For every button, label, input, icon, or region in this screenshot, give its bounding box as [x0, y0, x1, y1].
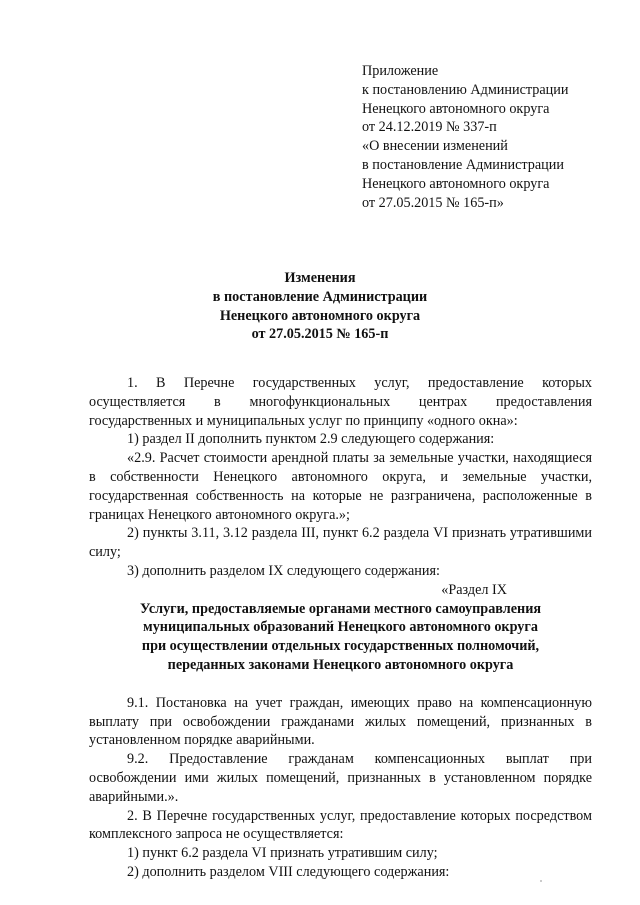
document-title — [0, 269, 640, 344]
section-title-line: переданных законами Ненецкого автономного округа — [167, 656, 514, 673]
appendix-line: от 27.05.2015 № 165-п» — [362, 194, 504, 211]
scan-speck — [540, 880, 542, 882]
spacer — [89, 675, 592, 694]
section-title — [89, 600, 592, 675]
title-line: от 27.05.2015 № 165-п — [251, 326, 389, 343]
appendix-line: в постановление Администрации — [362, 156, 564, 173]
document-body — [89, 374, 592, 882]
paragraph-1-item-1: 1) раздел II дополнить пунктом 2.9 следующего содержания: — [127, 431, 495, 448]
section-label: «Раздел IX — [441, 581, 507, 598]
appendix-line: Приложение — [362, 63, 439, 79]
paragraph-9-1: 9.1. Постановка на учет граждан, имеющих право на компенсационную выплату при освобождении гражданами жилых помещений, признанных в установленном порядке аварийными. — [89, 694, 592, 749]
title-line: Ненецкого автономного округа — [219, 307, 421, 324]
paragraph-2-item-2: 2) дополнить разделом VIII следующего содержания: — [127, 863, 450, 880]
section-title-line: при осуществлении отдельных государственных полномочий, — [141, 638, 540, 655]
paragraph-1-item-3: 2) пункты 3.11, 3.12 раздела III, пункт 6.2 раздела VI признать утратившими силу; — [89, 525, 592, 561]
appendix-line: Ненецкого автономного округа — [362, 100, 550, 117]
paragraph-2-item-1: 1) пункт 6.2 раздела VI признать утратившим силу; — [127, 845, 438, 862]
paragraph-9-2: 9.2. Предоставление гражданам компенсационных выплат при освобождении ими жилых помещений, признанных в установленном порядке аварийными.». — [89, 751, 592, 805]
paragraph-1: 1. В Перечне государственных услуг, предоставление которых осуществляется в многофункциональных центрах предоставления государственных и муниципальных услуг по принципу «одного окна»: — [89, 375, 592, 429]
section-title-line: Услуги, предоставляемые органами местного самоуправления — [139, 600, 542, 617]
paragraph-1-item-4: 3) дополнить разделом IX следующего содержания: — [127, 562, 440, 579]
appendix-line: к постановлению Администрации — [362, 81, 569, 98]
appendix-header — [362, 62, 632, 212]
appendix-line: Ненецкого автономного округа — [362, 175, 550, 192]
title-line: в постановление Администрации — [212, 288, 428, 305]
title-line: Изменения — [284, 270, 356, 286]
section-title-line: муниципальных образований Ненецкого автономного округа — [143, 619, 538, 636]
paragraph-2: 2. В Перечне государственных услуг, предоставление которых посредством комплексного запроса не осуществляется: — [89, 807, 592, 843]
appendix-line: «О внесении изменений — [362, 138, 508, 155]
paragraph-1-item-2: «2.9. Расчет стоимости арендной платы за земельные участки, находящиеся в собственности Ненецкого автономного округа, и земельные участки, государственная собственность на которые не разграничена, расположенные в границах Ненецкого автономного округа.»; — [89, 450, 592, 523]
appendix-line: от 24.12.2019 № 337-п — [362, 119, 497, 136]
